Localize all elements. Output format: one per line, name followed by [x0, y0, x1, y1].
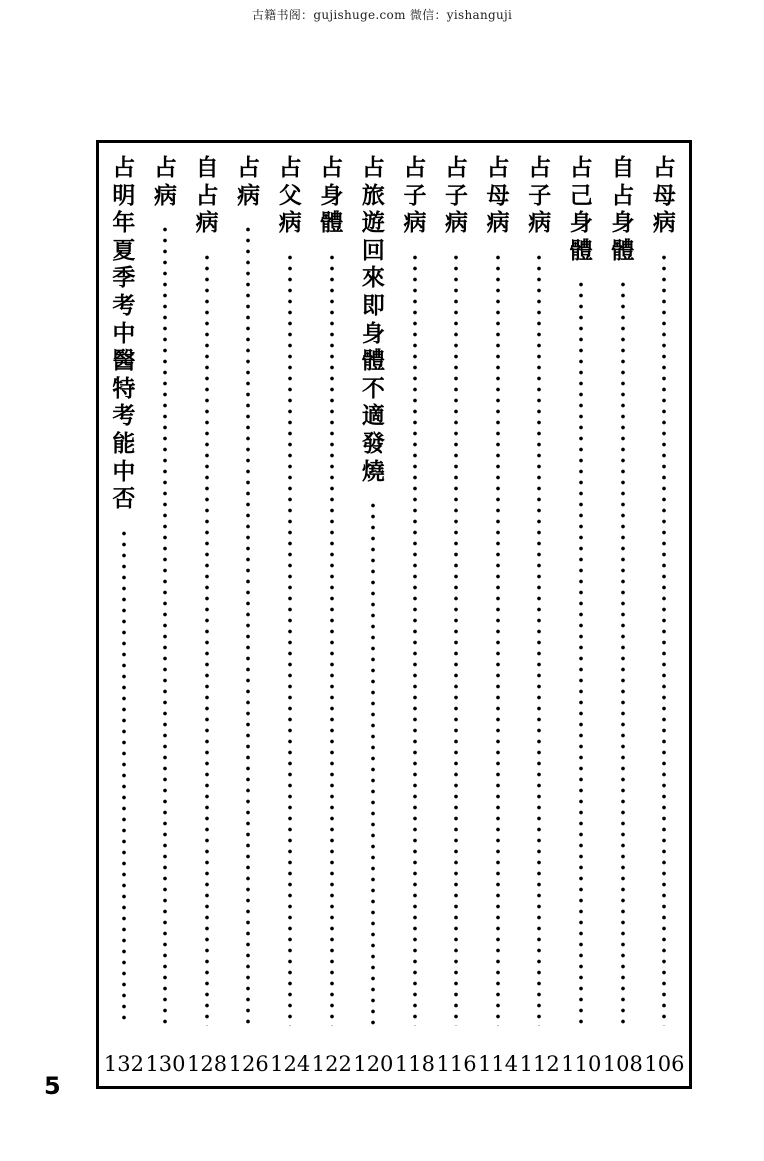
toc-entry[interactable] — [519, 143, 561, 1086]
dot-leader — [163, 224, 168, 1026]
toc-entry[interactable] — [602, 143, 644, 1086]
toc-entry-page: 118 — [394, 1052, 435, 1076]
toc-entry-title: 占 父 病 — [278, 155, 302, 237]
toc-entry-title: 占 己 身 體 — [569, 155, 593, 264]
toc-entry-page: 132 — [103, 1052, 144, 1076]
toc-entry-page: 124 — [270, 1052, 311, 1076]
dot-leader — [495, 252, 500, 1026]
toc-entry-title: 占 母 病 — [486, 155, 510, 237]
toc-entry-page: 114 — [478, 1052, 519, 1076]
toc-entry-page: 128 — [187, 1052, 228, 1076]
dot-leader — [246, 224, 251, 1026]
dot-leader — [371, 500, 376, 1026]
toc-entry-page: 112 — [519, 1052, 560, 1076]
toc-entry[interactable] — [228, 143, 270, 1086]
toc-entry-page: 110 — [561, 1052, 602, 1076]
dot-leader — [412, 252, 417, 1026]
toc-entry-title: 占 旅 遊 回 來 即 身 體 不 適 發 燒 — [361, 155, 385, 485]
dot-leader — [288, 252, 293, 1026]
toc-entry[interactable] — [311, 143, 353, 1086]
toc-entry-title: 占 母 病 — [652, 155, 676, 237]
toc-entry-title: 占 子 病 — [445, 155, 469, 237]
dot-leader — [204, 252, 209, 1026]
toc-entry[interactable] — [560, 143, 602, 1086]
toc-entry-title: 占 子 病 — [403, 155, 427, 237]
dot-leader — [662, 252, 667, 1026]
dot-leader — [579, 279, 584, 1026]
toc-entry-page: 130 — [145, 1052, 186, 1076]
toc-entry-title: 占 身 體 — [320, 155, 344, 237]
toc-entry[interactable] — [269, 143, 311, 1086]
dot-leader — [329, 252, 334, 1026]
dot-leader — [121, 528, 126, 1026]
dot-leader — [620, 279, 625, 1026]
toc-entry-title: 占 明 年 夏 季 考 中 醫 特 考 能 中 否 — [112, 155, 136, 513]
toc-entry-title: 占 病 — [153, 155, 177, 209]
toc-entry[interactable] — [352, 143, 394, 1086]
toc-entry[interactable] — [144, 143, 186, 1086]
watermark: 古籍书阁：gujishuge.com 微信：yishanguji — [251, 8, 513, 22]
toc-entry-page: 116 — [436, 1052, 477, 1076]
toc-entry-title: 自 占 身 體 — [611, 155, 635, 264]
toc-entry[interactable] — [103, 143, 145, 1086]
dot-leader — [537, 252, 542, 1026]
toc-entry[interactable] — [643, 143, 685, 1086]
toc-entry[interactable] — [186, 143, 228, 1086]
toc-entry-page: 106 — [644, 1052, 685, 1076]
toc-entry-page: 108 — [602, 1052, 643, 1076]
dot-leader — [454, 252, 459, 1026]
toc-entry-title: 占 病 — [237, 155, 261, 209]
toc-entry-title: 自 占 病 — [195, 155, 219, 237]
toc-entry-page: 122 — [311, 1052, 352, 1076]
toc-columns — [99, 143, 689, 1086]
toc-entry[interactable] — [394, 143, 436, 1086]
toc-entry[interactable] — [477, 143, 519, 1086]
toc-frame — [96, 140, 692, 1089]
toc-entry-page: 126 — [228, 1052, 269, 1076]
toc-entry-page: 120 — [353, 1052, 394, 1076]
page-number: 5 — [44, 1072, 61, 1100]
toc-entry[interactable] — [436, 143, 478, 1086]
toc-entry-title: 占 子 病 — [528, 155, 552, 237]
